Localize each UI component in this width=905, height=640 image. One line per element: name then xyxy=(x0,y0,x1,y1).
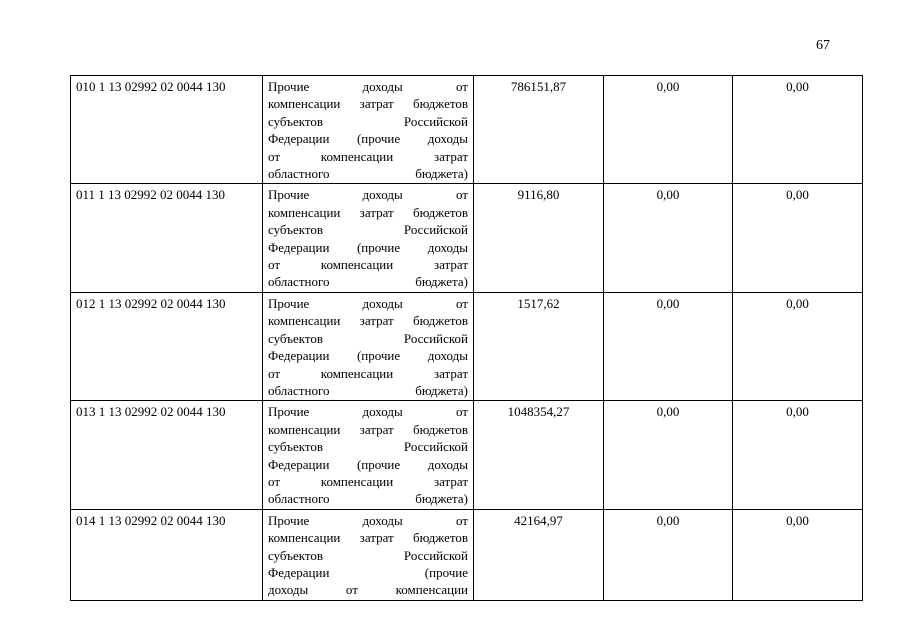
description-line: субъектов Российской xyxy=(268,113,468,129)
description-cell xyxy=(263,292,474,400)
description-line: Прочие доходы от xyxy=(268,404,468,420)
description-line: субъектов Российской xyxy=(268,222,468,238)
amount-cell: 42164,97 xyxy=(474,509,604,600)
description-cell xyxy=(263,76,474,184)
description-line: областного бюджета) xyxy=(268,274,468,290)
table-row xyxy=(71,292,863,400)
value3-cell: 0,00 xyxy=(733,184,863,292)
amount-cell: 1048354,27 xyxy=(474,401,604,509)
description-line: субъектов Российской xyxy=(268,439,468,455)
table-row xyxy=(71,184,863,292)
value3-cell: 0,00 xyxy=(733,292,863,400)
description-line: Прочие доходы от xyxy=(268,295,468,311)
description-line: областного бюджета) xyxy=(268,382,468,398)
description-line: компенсации затрат бюджетов xyxy=(268,96,468,112)
value2-cell: 0,00 xyxy=(604,184,733,292)
description-line: от компенсации затрат xyxy=(268,365,468,381)
description-line: от компенсации затрат xyxy=(268,257,468,273)
description-line: областного бюджета) xyxy=(268,491,468,507)
description-line: Прочие доходы от xyxy=(268,79,468,94)
amount-cell: 1517,62 xyxy=(474,292,604,400)
description-line: Федерации (прочие доходы xyxy=(268,239,468,255)
description-line: Федерации (прочие xyxy=(268,564,468,580)
description-line: компенсации затрат бюджетов xyxy=(268,204,468,220)
value3-cell: 0,00 xyxy=(733,76,863,184)
description-cell xyxy=(263,184,474,292)
description-cell xyxy=(263,401,474,509)
description-line: от компенсации затрат xyxy=(268,473,468,489)
value2-cell: 0,00 xyxy=(604,76,733,184)
description-cell xyxy=(263,509,474,600)
description-line: Прочие доходы от xyxy=(268,512,468,528)
description-line: компенсации затрат бюджетов xyxy=(268,530,468,546)
description-line: доходы от компенсации xyxy=(268,582,468,598)
code-cell: 012 1 13 02992 02 0044 130 xyxy=(71,292,263,400)
description-line: от компенсации затрат xyxy=(268,148,468,164)
table-row xyxy=(71,76,863,184)
page-number: 67 xyxy=(816,38,830,53)
code-cell: 013 1 13 02992 02 0044 130 xyxy=(71,401,263,509)
description-line: Федерации (прочие доходы xyxy=(268,456,468,472)
code-cell: 014 1 13 02992 02 0044 130 xyxy=(71,509,263,600)
description-line: субъектов Российской xyxy=(268,547,468,563)
table-row xyxy=(71,401,863,509)
table-row xyxy=(71,509,863,600)
description-line: Федерации (прочие доходы xyxy=(268,348,468,364)
value2-cell: 0,00 xyxy=(604,509,733,600)
value3-cell: 0,00 xyxy=(733,509,863,600)
description-line: областного бюджета) xyxy=(268,166,468,182)
description-line: Федерации (прочие доходы xyxy=(268,131,468,147)
value2-cell: 0,00 xyxy=(604,292,733,400)
budget-table xyxy=(70,75,863,601)
code-cell: 010 1 13 02992 02 0044 130 xyxy=(71,76,263,184)
description-line: компенсации затрат бюджетов xyxy=(268,313,468,329)
value3-cell: 0,00 xyxy=(733,401,863,509)
amount-cell: 786151,87 xyxy=(474,76,604,184)
description-line: Прочие доходы от xyxy=(268,187,468,203)
description-line: субъектов Российской xyxy=(268,330,468,346)
description-line: компенсации затрат бюджетов xyxy=(268,421,468,437)
value2-cell: 0,00 xyxy=(604,401,733,509)
code-cell: 011 1 13 02992 02 0044 130 xyxy=(71,184,263,292)
amount-cell: 9116,80 xyxy=(474,184,604,292)
